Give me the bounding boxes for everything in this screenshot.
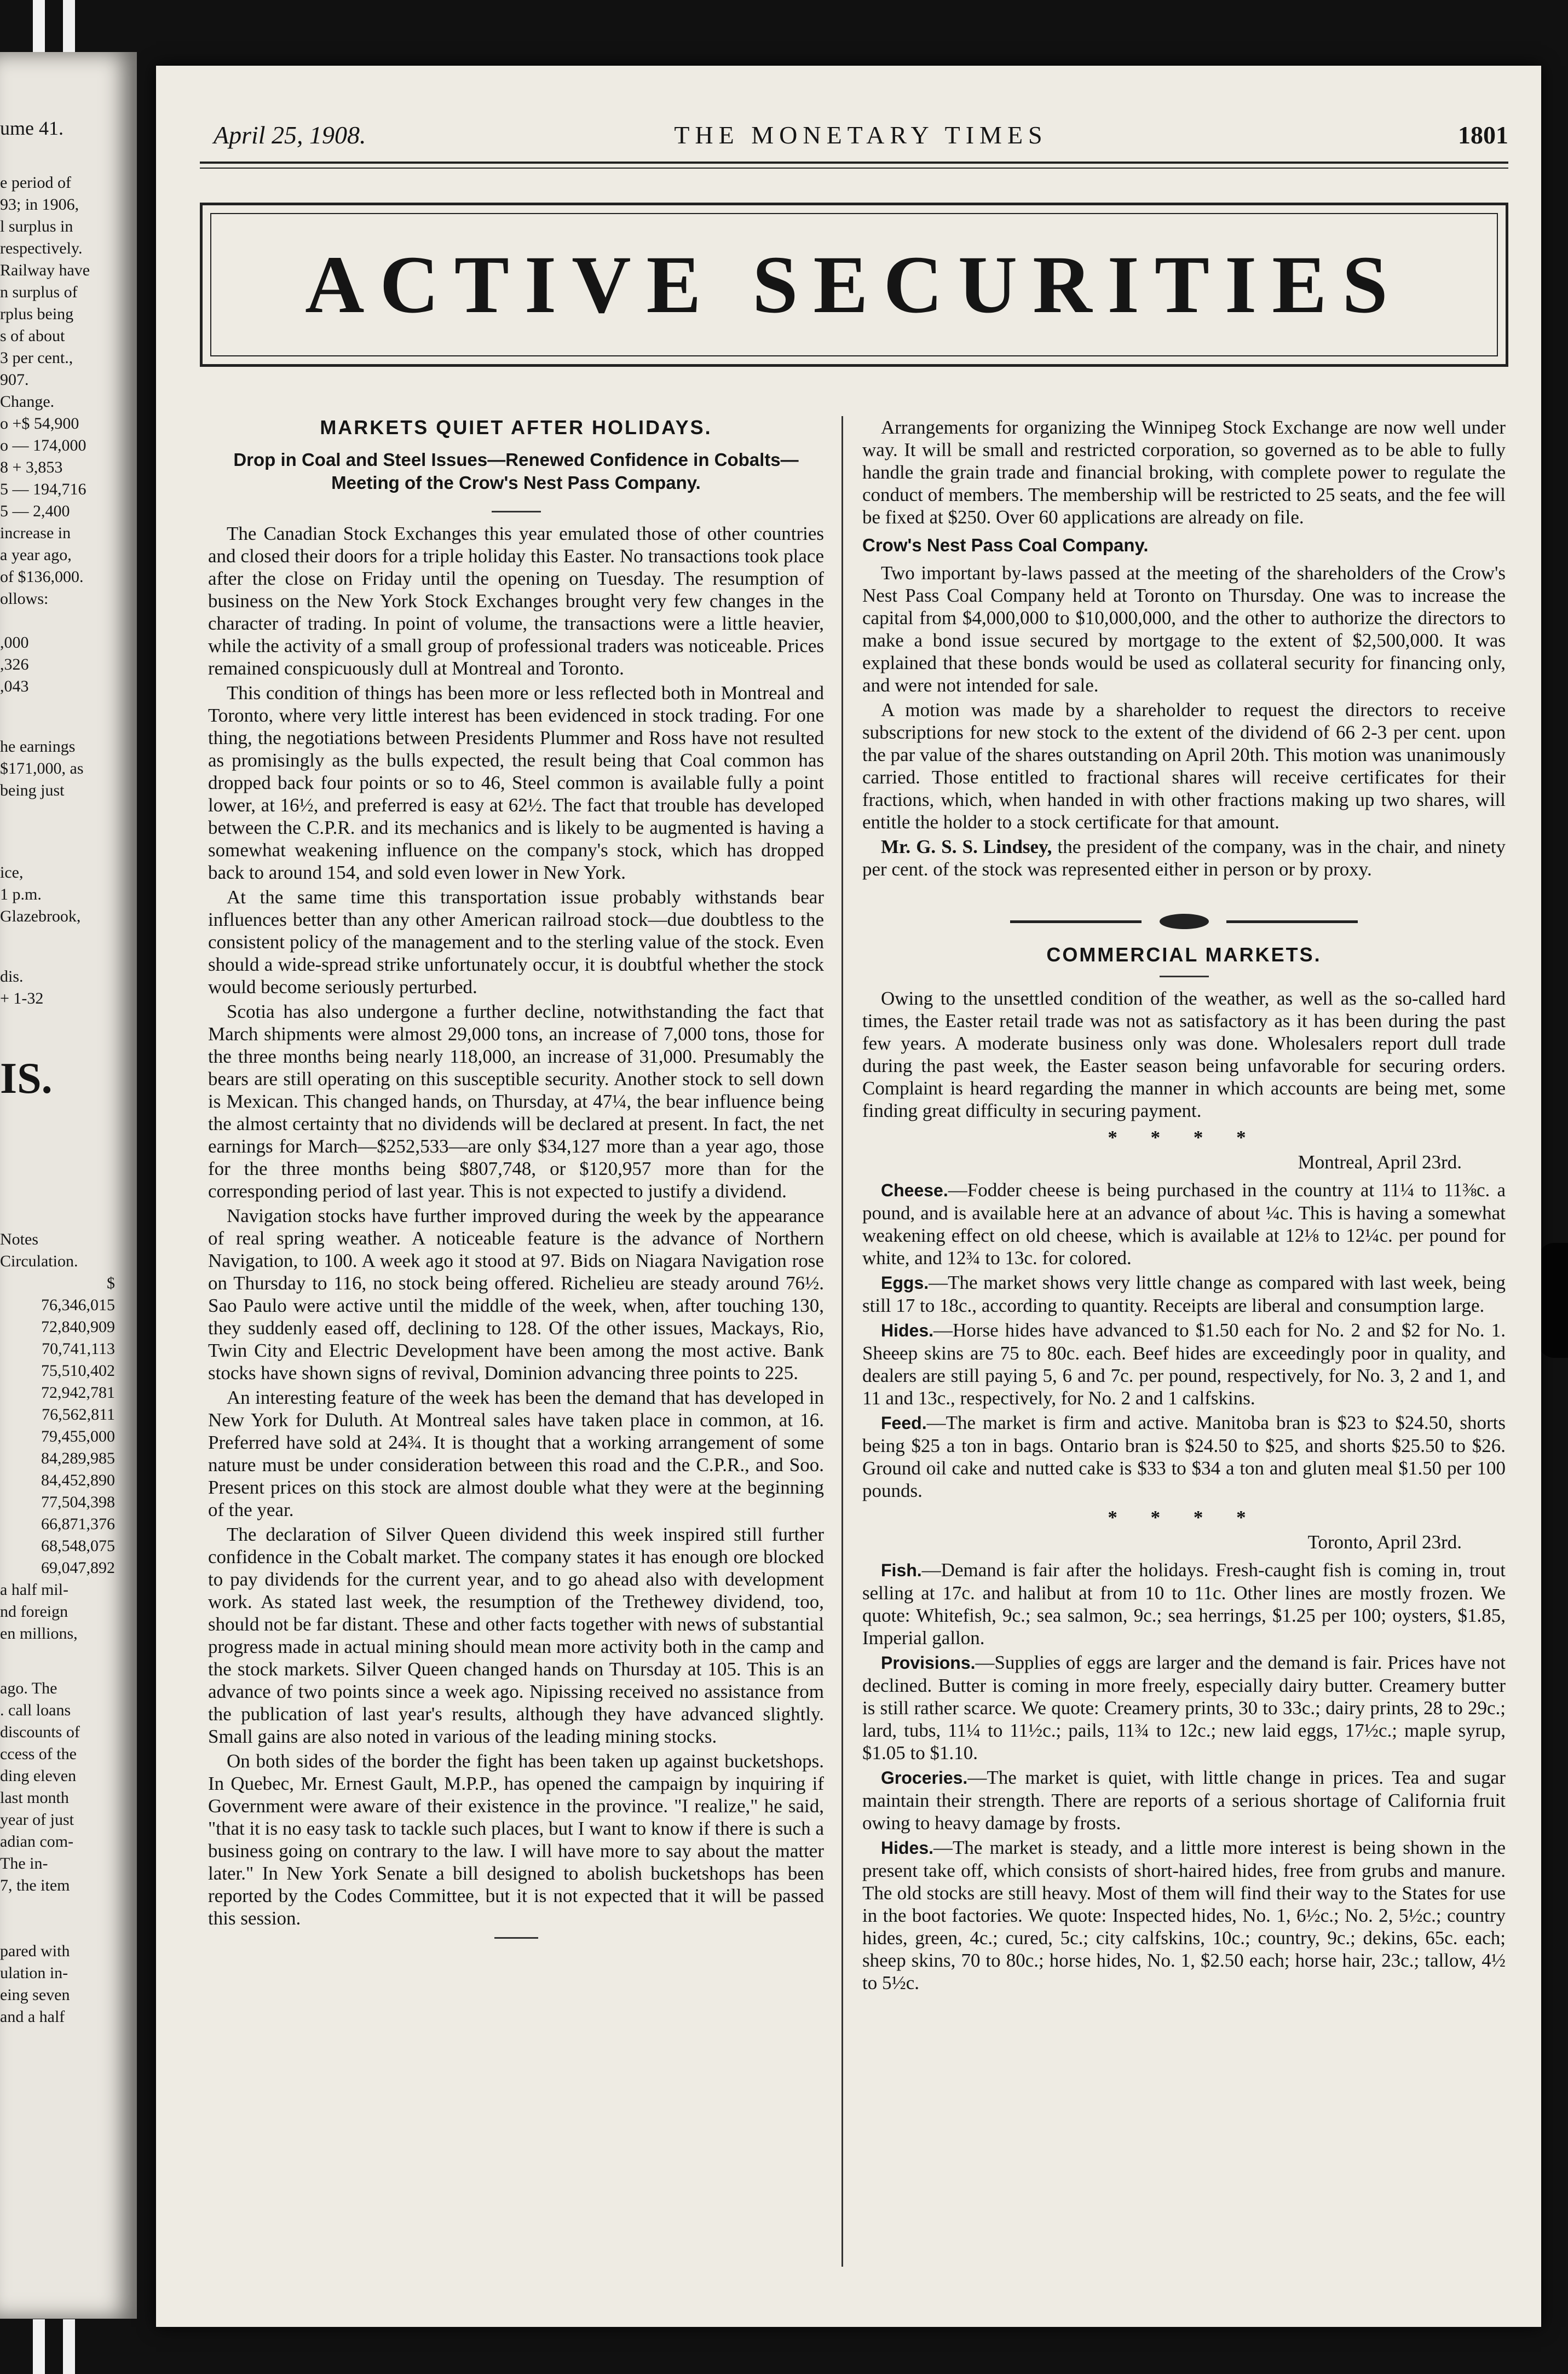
banner-inner-frame: [210, 213, 1498, 356]
right-column: [862, 416, 1506, 2261]
adjacent-page-line: being just: [0, 781, 65, 799]
crows-nest-body: [862, 562, 1506, 833]
article-paragraph: The declaration of Silver Queen dividend this week inspired still further confidence in the Cobalt market. The company states it has enough ore blocked to pay dividends for the current year, and to go ahead also with development work. As stated last week, the resumption of the Trethewey dividend, too, should not be far distant. These and other facts together with news of substantial progress made in actual mining should mean more activity both in the camp and the stock markets. Silver Queen changed hands on Thursday at 105. This is an advance of two points since a week ago. Nipissing received no assistance from the publication of last year's results, although they have advanced slightly. Small gains are also noted in various of the leading mining stocks.: [208, 1524, 824, 1747]
market-item-text: —The market shows very little change as compared with last week, being still 17 to 18c., according to quantity. Receipts are liberal and consumption large.: [862, 1272, 1506, 1316]
lindsey-paragraph: [862, 835, 1506, 880]
adjacent-page-line: ,326: [0, 655, 29, 673]
adjacent-page-line: o — 174,000: [0, 436, 87, 454]
market-item: [862, 1319, 1506, 1409]
article-heading: MARKETS QUIET AFTER HOLIDAYS.: [320, 416, 712, 439]
article-subheading: Drop in Coal and Steel Issues—Renewed Confidence in Cobalts—Meeting of the Crow's Nest Pass Company.: [233, 450, 799, 493]
montreal-market-items: [862, 1179, 1506, 1502]
market-item-label: Feed.: [881, 1413, 927, 1433]
adjacent-page-line: 70,741,113: [42, 1340, 115, 1358]
adjacent-page-line: . call loans: [0, 1701, 71, 1719]
adjacent-page-line: 5 — 194,716: [0, 480, 87, 498]
adjacent-page-line: 72,942,781: [41, 1384, 115, 1402]
banner-title: ACTIVE SECURITIES: [305, 239, 1403, 330]
article-paragraph: Scotia has also undergone a further decline, notwithstanding the fact that March shipments were almost 29,000 tons, an increase of 7,000 tons, those for the three months being nearly 118,000, an increase of 31,000. Presumably the bears are still operating on this susceptible security. Another stock to sell down is Mexican. This changed hands, on Thursday, at 47¼, the bear influence being the almost certainty that no dividends will be declared at present. In fact, the net earnings for March—$252,533—are only $34,127 more than a year ago, those for the three months being $807,748, or $120,957 more than for the corresponding period of last year. This is not expected to justify a dividend.: [208, 1001, 824, 1202]
binding-mark: [33, 0, 45, 55]
article-paragraph: At the same time this transportation issue probably withstands bear influences better than any other American railroad stock—due doubtless to the consistent policy of the management and to the sterling value of the stock. Even should a wide-spread strike unfortunately occur, it is doubtful whether the stock would become seriously perturbed.: [208, 886, 824, 998]
page-tab: [1538, 1243, 1568, 1358]
adjacent-page-line: ,000: [0, 633, 29, 652]
market-item-label: Cheese.: [881, 1180, 948, 1200]
header-rule: [200, 162, 1508, 164]
adjacent-page-line: 76,346,015: [41, 1296, 115, 1314]
lindsey-text: the president of the company, was in the chair, and ninety per cent. of the stock was represented either in person or by proxy.: [862, 836, 1506, 880]
ornament-line: [1010, 920, 1142, 923]
adjacent-page-line: respectively.: [0, 239, 83, 257]
adjacent-page-fragment: [0, 52, 137, 2319]
adjacent-page-line: 3 per cent.,: [0, 349, 73, 367]
article-body: [208, 522, 824, 1929]
ornament-divider: [862, 911, 1506, 932]
market-item-text: —The market is firm and active. Manitoba bran is $23 to $24.50, shorts being $25 a ton in bags. Ontario bran is $24.50 to $25, and shorts $25.50 to $26. Ground oil cake and nutted cake is $33 to $34 a ton and gluten meal $1.50 per 100 pounds.: [862, 1412, 1506, 1501]
crows-nest-paragraph: Two important by-laws passed at the meeting of the shareholders of the Crow's Nest Pass Coal Company held at Toronto on Thursday. One was to increase the capital from $4,000,000 to $10,000,000, and the other to authorize the directors to make a bond issue secured by mortgage to the extent of $2,500,000. It was explained that these bonds would be used as collateral security for financing only, and were not intended for sale.: [862, 562, 1506, 696]
ornament-center: [1160, 914, 1209, 929]
market-item: [862, 1766, 1506, 1834]
publication-title: THE MONETARY TIMES: [674, 121, 1048, 149]
market-item: [862, 1411, 1506, 1502]
adjacent-page-line: dis.: [0, 967, 24, 986]
market-item-text: —The market is steady, and a little more interest is being shown in the present take off, which consists of short-haired hides, free from grubs and manure. The old stocks are still heavy. Most of them will find their way to the States for use in the boot factories. We quote: Inspected hides, No. 1, 6½c.; No. 2, 5½c.; country hides, green, 4c.; cured, 5c.; city calfskins, 10c.; country, 9c.; dekins, 65c. each; sheep skins, 70 to 80c.; horse hides, No. 1, $2.50 each; horse hair, 23c.; tallow, 4½ to 5½c.: [862, 1837, 1506, 1993]
adjacent-page-line: 76,562,811: [42, 1405, 115, 1424]
article-paragraph: An interesting feature of the week has been the demand that has developed in New York for Duluth. At Montreal sales have taken place in common, at 16. Preferred have sold at 24¾. It is thought that a working arrangement of some nature must be under consideration between this road and the C.P.R., and Soo. Present prices on this stock are almost double what they were at the beginning of the year.: [208, 1387, 824, 1520]
adjacent-page-line: increase in: [0, 524, 71, 542]
market-item-text: —Supplies of eggs are larger and the demand is fair. Prices have not declined. Butter is coming in more freely, especially dairy butter. Creamery butter is still rather scarce. We quote: Creamery prints, 30 to 33c.; dairy prints, 28 to 29c.; lard, tubs, 11¼ to 11½c.; pails, 11¾ to 12c.; new laid eggs, 17½c.; maple syrup, $1.05 to $1.10.: [862, 1652, 1506, 1764]
binding-mark: [63, 0, 75, 55]
adjacent-page-line: IS.: [0, 1055, 53, 1103]
adjacent-page-line: 8 + 3,853: [0, 458, 63, 476]
montreal-dateline: Montreal, April 23rd.: [1298, 1151, 1462, 1173]
adjacent-page-line: + 1-32: [0, 989, 44, 1007]
winnipeg-paragraph: Arrangements for organizing the Winnipeg Stock Exchange are now well under way. It will be small and restricted corporation, so governed as to be able to fully handle the grain trade and financial broking, with complete power to regulate the conduct of members. The membership will be restricted to 25 seats, and the fee will be fixed at $250. Over 60 applications are already on file.: [862, 417, 1506, 528]
toronto-dateline: Toronto, April 23rd.: [1307, 1531, 1462, 1553]
adjacent-page-line: year of just: [0, 1811, 74, 1829]
adjacent-page-line: ,043: [0, 677, 29, 695]
adjacent-page-line: ago. The: [0, 1679, 57, 1697]
adjacent-page-line: 79,455,000: [41, 1427, 115, 1445]
market-item-label: Provisions.: [881, 1653, 976, 1673]
article-paragraph: Navigation stocks have further improved during the week by the appearance of real spring weather. A noticeable feature is the advance of Northern Navigation, to 100. A week ago it stood at 97. Bids on Niagara Navigation rose on Thursday to 116, no stock being offered. Richelieu are steady around 76½. Sao Paulo were active until the middle of the week, when, after touching 130, they suddenly eased off, declining to 128. Of the other issues, Mackays, Rio, Twin City and Electric Development have been among the most active. Bank stocks have shown signs of revival, Dominion advancing three points to 225.: [208, 1205, 824, 1384]
adjacent-page-line: 75,510,402: [41, 1362, 115, 1380]
adjacent-page-line: Circulation.: [0, 1252, 78, 1270]
adjacent-page-line: 93; in 1906,: [0, 195, 79, 214]
toronto-market-items: [862, 1559, 1506, 1994]
adjacent-page-line: $171,000, as: [0, 759, 84, 777]
adjacent-page-line: Notes: [0, 1230, 38, 1248]
adjacent-page-line: last month: [0, 1789, 69, 1807]
adjacent-page-line: ollows:: [0, 590, 49, 608]
adjacent-page-line: 5 — 2,400: [0, 502, 70, 520]
market-item-label: Hides.: [881, 1321, 934, 1340]
adjacent-page-line: 66,871,376: [41, 1515, 115, 1533]
adjacent-page-line: adian com-: [0, 1833, 74, 1851]
article-paragraph: This condition of things has been more or less reflected both in Montreal and Toronto, where very little interest has been evidenced in stock trading. For one thing, the negotiations between Presidents Plummer and Ross have not resulted as promisingly as the bulls expected, the result being that Coal common has dropped back four points or so to 46, Steel common is available fully a point lower, at 16½, and preferred is easy at 62½. The fact that trouble has developed between the C.P.R. and its mechanics and is likely to be augmented is having a somewhat weakening influence on the company's stock, which has dropped back to around 154, and sold even lower in New York.: [208, 682, 824, 883]
adjacent-page-line: o +$ 54,900: [0, 414, 79, 433]
adjacent-page-line: 69,047,892: [41, 1559, 115, 1577]
adjacent-page-line: ccess of the: [0, 1745, 77, 1763]
adjacent-page-line: a half mil-: [0, 1581, 68, 1599]
header-rule: [200, 168, 1508, 169]
market-item-text: —Horse hides have advanced to $1.50 each for No. 2 and $2 for No. 1. Sheeep skins are 75 to 80c. each. Beef hides are exceedingly poor in quality, and dealers are still paying 5, 6 and 7c. per pound, respectively, for No. 3, 2 and 1, and 11 and 13c., respectively, for No. 2 and 1 calfskins.: [862, 1319, 1506, 1409]
market-item-label: Eggs.: [881, 1273, 929, 1293]
adjacent-page-line: e period of: [0, 174, 71, 192]
adjacent-page-line: ice,: [0, 863, 24, 881]
binding-mark: [33, 2319, 45, 2374]
subheading-rule: [1160, 976, 1209, 977]
adjacent-page-line: and a half: [0, 2008, 65, 2026]
subheading-rule: [492, 511, 541, 512]
issue-date: April 25, 1908.: [214, 121, 366, 149]
adjacent-page-line: pared with: [0, 1942, 70, 1960]
market-item: [862, 1271, 1506, 1317]
adjacent-page-line: 84,289,985: [41, 1449, 115, 1467]
market-item-label: Hides.: [881, 1838, 934, 1858]
market-item-label: Groceries.: [881, 1768, 968, 1788]
adjacent-page-line: n surplus of: [0, 283, 78, 301]
adjacent-page-line: $: [107, 1274, 115, 1292]
market-item: [862, 1559, 1506, 1649]
adjacent-page-line: Glazebrook,: [0, 907, 81, 925]
market-item-text: —The market is quiet, with little change in prices. Tea and sugar maintain their strength. There are reports of a serious shortage of California fruit owing to heavy damage by frosts.: [862, 1767, 1506, 1834]
running-head: [214, 120, 1508, 153]
adjacent-page-line: 84,452,890: [41, 1471, 115, 1489]
left-column: [208, 416, 824, 2261]
adjacent-page-line: Railway have: [0, 261, 90, 279]
adjacent-page-line: eing seven: [0, 1986, 70, 2004]
article-paragraph: The Canadian Stock Exchanges this year emulated those of other countries and closed their doors for a triple holiday this Easter. No transactions took place after the close on Friday until the opening on Tuesday. The resumption of business on the New York Stock Exchanges brought very few changes in the character of trading. In point of volume, the transactions were a little heavier, while the activity of a small group of professional traders was noticeable. Prices remained conspicuously dull at Montreal and Toronto.: [208, 523, 824, 679]
adjacent-page-line: he earnings: [0, 737, 76, 756]
page-number: 1801: [1458, 121, 1508, 149]
section-stars: * * * *: [1108, 1507, 1260, 1528]
adjacent-page-line: The in-: [0, 1854, 48, 1872]
ornament-line: [1226, 920, 1358, 923]
market-item: [862, 1179, 1506, 1269]
adjacent-page-line: 907.: [0, 371, 29, 389]
column-divider: [841, 416, 843, 2267]
adjacent-page-line: of $136,000.: [0, 568, 84, 586]
adjacent-page-line: discounts of: [0, 1723, 80, 1741]
commercial-heading: COMMERCIAL MARKETS.: [1046, 943, 1322, 966]
market-item-label: Fish.: [881, 1560, 922, 1580]
adjacent-page-line: a year ago,: [0, 546, 72, 564]
adjacent-page-line: ding eleven: [0, 1767, 77, 1785]
commercial-intro: Owing to the unsettled condition of the weather, as well as the so-called hard times, the Easter retail trade was not as satisfactory as it has been during the past few years. A moderate business only was done. Wholesalers report dull trade during the past week, the Easter season being unfavorable for securing orders. Complaint is heard regarding the manner in which accounts are being met, some finding great difficulty in securing payment.: [862, 988, 1506, 1121]
adjacent-page-line: 68,548,075: [41, 1537, 115, 1555]
crows-nest-heading: Crow's Nest Pass Coal Company.: [862, 535, 1149, 555]
market-item: [862, 1651, 1506, 1764]
adjacent-page-line: 77,504,398: [41, 1493, 115, 1511]
adjacent-page-line: Change.: [0, 393, 55, 411]
crows-nest-paragraph: A motion was made by a shareholder to request the directors to receive subscriptions for new stock to the extent of the dividend of 66 2-3 per cent. upon the par value of the shares outstanding on April 20th. This motion was unanimously carried. Those entitled to fractional shares will receive certificates for their fractions, which, when handed in with other fractions making up two shares, will entitle the holder to a stock certificate for that amount.: [862, 699, 1506, 833]
adjacent-page-line: 72,840,909: [41, 1318, 115, 1336]
adjacent-page-line: ume 41.: [0, 117, 64, 139]
section-stars: * * * *: [1108, 1127, 1260, 1148]
lindsey-name: Mr. G. S. S. Lindsey,: [881, 836, 1052, 857]
adjacent-page-line: nd foreign: [0, 1603, 68, 1621]
market-item-text: —Demand is fair after the holidays. Fresh-caught fish is coming in, trout selling at 17c. and halibut at from 10 to 11c. Other lines are mostly frozen. We quote: Whitefish, 9c.; sea salmon, 9c.; sea herrings, $1.25 per 100; oysters, $1.85, Imperial gallon.: [862, 1559, 1506, 1649]
section-banner: [200, 203, 1508, 367]
adjacent-page-line: 1 p.m.: [0, 885, 42, 903]
binding-mark: [63, 2319, 75, 2374]
adjacent-page-line: rplus being: [0, 305, 74, 323]
adjacent-page-line: 7, the item: [0, 1876, 70, 1894]
article-paragraph: On both sides of the border the fight has been taken up against bucketshops. In Quebec, Mr. Ernest Gault, M.P.P., has opened the campaign by inquiring if Government were aware of their existence in the province. "I realize," he said, "that it is no easy task to tackle such places, but I want to know if there is such a business going on contrary to the law. I will have more to say about the matter later." In New York Senate a bill designed to abolish bucketshops has been reported by the Codes Committee, but it is not expected that it will be passed this session.: [208, 1750, 824, 1929]
end-rule: [494, 1937, 538, 1939]
adjacent-page-line: ulation in-: [0, 1964, 68, 1982]
market-item: [862, 1836, 1506, 1994]
market-item-text: —Fodder cheese is being purchased in the country at 11¼ to 11⅜c. a pound, and is available here at an advance of about ¼c. This is having a somewhat weakening effect on old cheese, which is available at 12⅛ to 12¼c. per pound for white, and 12¾ to 13c. for colored.: [862, 1179, 1506, 1269]
adjacent-page-line: en millions,: [0, 1624, 78, 1643]
adjacent-page-line: s of about: [0, 327, 65, 345]
newspaper-page: [156, 66, 1541, 2327]
adjacent-page-line: l surplus in: [0, 217, 73, 235]
